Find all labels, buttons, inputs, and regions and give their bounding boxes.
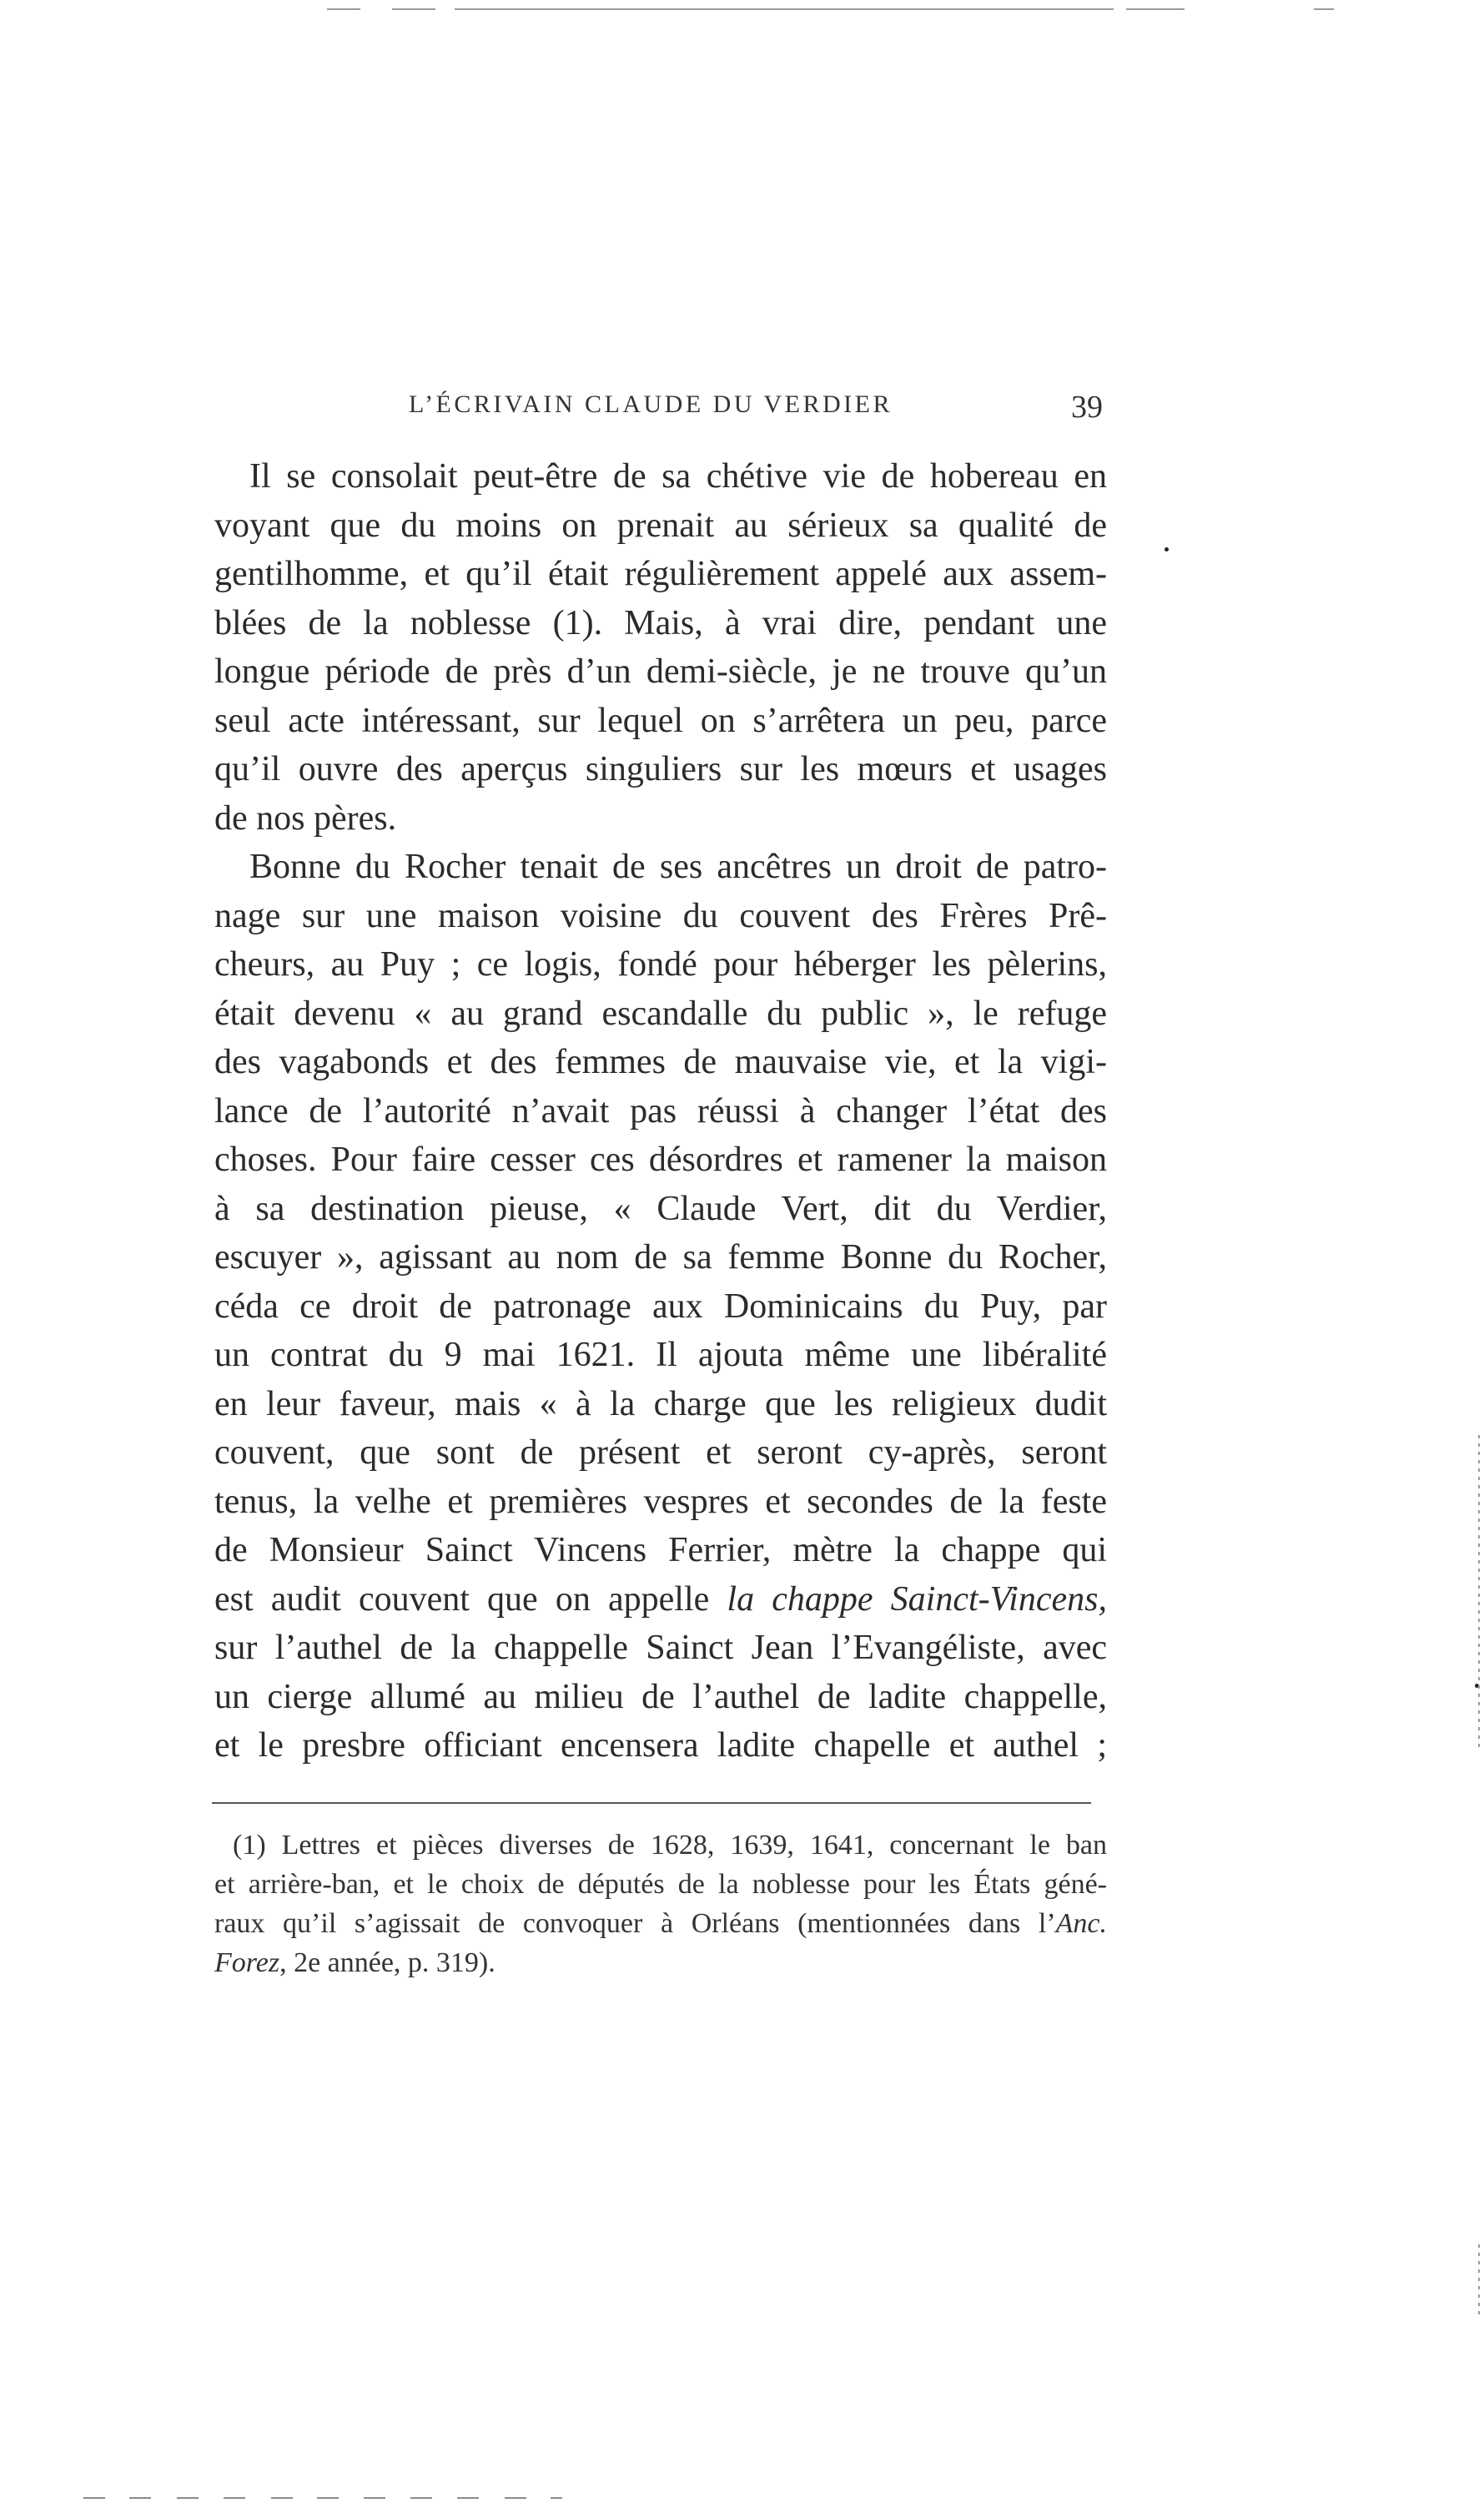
footnote-line: et arrière-ban, et le choix de députés de la noblesse pour les États géné- (214, 1869, 1107, 1900)
text-segment: raux qu’il s’agissait de convoquer à Orléans (mentionnées dans l’ (214, 1908, 1056, 1939)
scan-speck (1165, 547, 1169, 551)
text-line: cheurs, au Puy ; ce logis, fondé pour héberger les pèlerins, (214, 945, 1107, 984)
scan-edge-dash (83, 2497, 105, 2499)
text-line: en leur faveur, mais « à la charge que les religieux dudit (214, 1384, 1107, 1423)
text-segment: , 2e année, p. 319). (279, 1947, 496, 1978)
footnote-line (214, 1904, 1107, 1943)
text-line: céda ce droit de patronage aux Dominicains du Puy, par (214, 1287, 1107, 1326)
text-line: était devenu « au grand escandalle du public », le refuge (214, 994, 1107, 1033)
footnote-line: (1) Lettres et pièces diverses de 1628, 1639, 1641, concernant le ban (233, 1830, 1107, 1861)
text-line: escuyer », agissant au nom de sa femme Bonne du Rocher, (214, 1238, 1107, 1277)
text-line: choses. Pour faire cesser ces désordres et ramener la maison (214, 1141, 1107, 1179)
text-line: et le presbre officiant encensera ladite chapelle et authel ; (214, 1726, 1107, 1765)
text-line: un cierge allumé au milieu de l’authel de ladite chappelle, (214, 1677, 1107, 1716)
footnote (214, 1826, 1107, 1982)
text-line: à sa destination pieuse, « Claude Vert, dit du Verdier, (214, 1189, 1107, 1228)
text-line: de nos pères. (214, 798, 397, 838)
scan-edge-line (455, 8, 1114, 10)
text-line: nage sur une maison voisine du couvent des Frères Prê- (214, 896, 1107, 935)
body-text (214, 452, 1107, 1770)
text-line: blées de la noblesse (1). Mais, à vrai dire, pendant une (214, 603, 1107, 642)
text-line: couvent, que sont de présent et seront cy-après, seront (214, 1433, 1107, 1472)
scan-edge-dash (129, 2497, 151, 2499)
italic-text: Anc. (1055, 1908, 1107, 1939)
footnote-separator (212, 1802, 1091, 1804)
scan-edge-line (392, 8, 435, 10)
scan-edge-line (327, 8, 360, 10)
scan-edge-line (1314, 8, 1334, 10)
scan-edge-dash (177, 2497, 199, 2499)
text-line: tenus, la velhe et premières vespres et secondes de la feste (214, 1482, 1107, 1521)
text-line: lance de l’autorité n’avait pas réussi à changer l’état des (214, 1091, 1107, 1131)
scan-edge-dash (271, 2497, 293, 2499)
scan-edge-dash (551, 2497, 562, 2499)
scan-edge-line (1126, 8, 1185, 10)
scan-edge-dash (410, 2497, 432, 2499)
text-line: longue période de près d’un demi-siècle, je ne trouve qu’un (214, 652, 1107, 691)
text-line (214, 1575, 1107, 1624)
text-segment: est audit couvent que on appelle (214, 1579, 727, 1619)
scan-edge-dash (364, 2497, 385, 2499)
scan-edge-marks (1478, 2244, 1480, 2319)
text-line: seul acte intéressant, sur lequel on s’arrêtera un peu, parce (214, 701, 1107, 740)
text-line: Il se consolait peut-être de sa chétive vie de hobereau en (249, 457, 1107, 496)
footnote-line (214, 1943, 1107, 1982)
italic-text: Forez (214, 1947, 280, 1978)
scan-edge-dash (457, 2497, 479, 2499)
text-line: de Monsieur Sainct Vincens Ferrier, mètre la chappe qui (214, 1531, 1107, 1569)
page-number: 39 (1071, 390, 1103, 425)
text-line: qu’il ouvre des aperçus singuliers sur les mœurs et usages (214, 750, 1107, 788)
running-title: L’ÉCRIVAIN CLAUDE DU VERDIER (409, 390, 893, 418)
text-line: sur l’authel de la chappelle Sainct Jean l’Evangéliste, avec (214, 1629, 1107, 1667)
text-line: gentilhomme, et qu’il était régulièrement appelé aux assem- (214, 555, 1107, 593)
scan-edge-dash (317, 2497, 339, 2499)
text-line: un contrat du 9 mai 1621. Il ajouta même une libéralité (214, 1336, 1107, 1374)
text-line: Bonne du Rocher tenait de ses ancêtres un droit de patro- (249, 848, 1107, 886)
italic-text: la chappe Sainct-Vincens, (727, 1579, 1107, 1619)
text-line: des vagabonds et des femmes de mauvaise vie, et la vigi- (214, 1043, 1107, 1081)
scan-edge-marks (1478, 1435, 1480, 1752)
text-line: voyant que du moins on prenait au sérieux sa qualité de (214, 506, 1107, 545)
scan-edge-dash (505, 2497, 526, 2499)
scan-edge-dash (224, 2497, 245, 2499)
